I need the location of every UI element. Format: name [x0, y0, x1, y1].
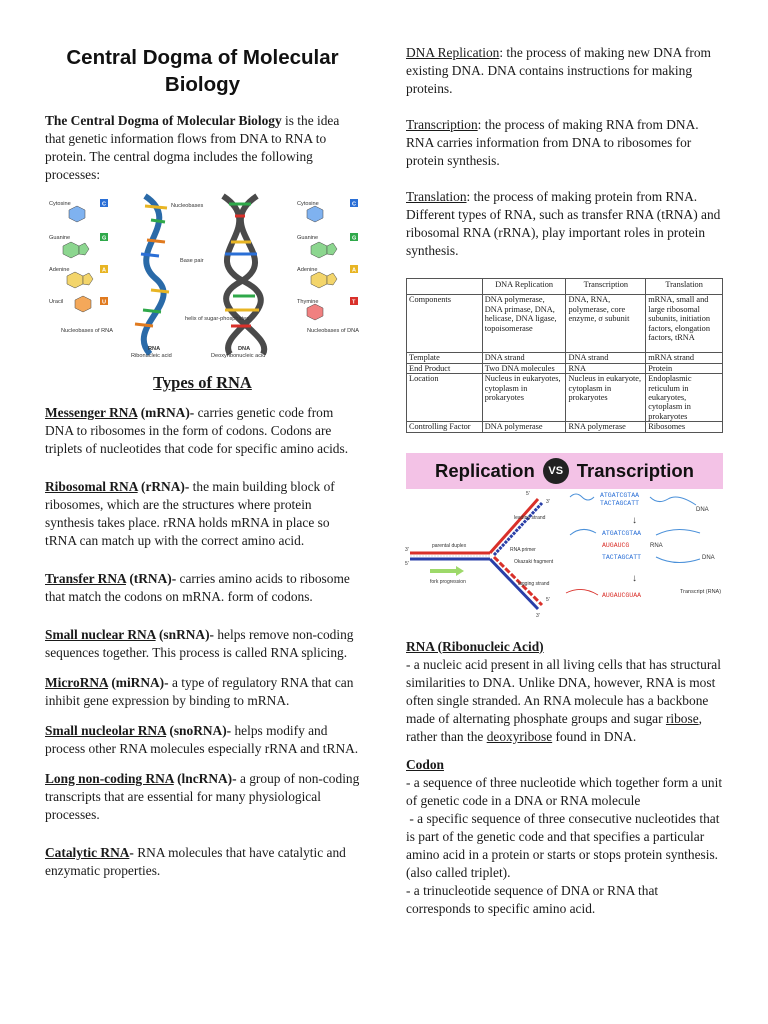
rna-type-text: a group of non-coding transcripts that are essential for many physiological processes. — [45, 771, 360, 822]
table-row — [407, 422, 723, 432]
replication-diagram — [406, 489, 723, 624]
svg-text:Guanine: Guanine — [49, 235, 71, 241]
rna-type-name: Small nucleolar RNA — [45, 723, 167, 738]
codon-heading: Codon — [406, 756, 444, 772]
definition-term: Transcription — [406, 117, 478, 132]
rna-type-abbr: (mRNA)- — [137, 405, 195, 420]
rna-type-name: Ribosomal RNA — [45, 479, 138, 494]
svg-text:C: C — [102, 201, 107, 208]
label-nucleobases-rna: Nucleobases of RNA — [61, 328, 113, 334]
table-row — [407, 295, 723, 353]
rna-types-list — [45, 404, 360, 880]
banner-transcription: Transcription — [576, 459, 694, 481]
page-title: Central Dogma of Molecular Biology — [66, 46, 339, 96]
rna-section-text: - a nucleic acid present in all living cells that has structural similarities to DNA. Unlike DNA, however, RNA is most often single stranded. An RNA molecule has a backbone made of alternating phosphate groups and sugar ribose, rather than the deoxyribose found in DNA. — [406, 656, 721, 744]
banner-replication: Replication — [435, 459, 535, 481]
table-cell: RNA — [566, 363, 646, 373]
table-cell: Ribosomes — [646, 422, 723, 432]
label-helix: helix of sugar-phosphates — [185, 316, 250, 322]
label-rna-primer: RNA primer — [510, 546, 536, 553]
label-rna: RNA — [148, 346, 161, 352]
rna-type-item — [45, 404, 360, 458]
rna-type-text: the main building block of ribosomes, which are the structures where protein synthesis takes place. rRNA holds mRNA in place so tRNA can match up with the correct amino acid. — [45, 479, 335, 548]
codon-section — [406, 756, 726, 918]
svg-text:Thymine: Thymine — [297, 299, 319, 305]
label-deoxyribonucleic-acid: Deoxyribonucleic acid — [211, 353, 266, 359]
right-base-thymine — [297, 297, 358, 320]
table-cell: Controlling Factor — [407, 422, 483, 432]
svg-text:5': 5' — [546, 596, 550, 603]
svg-text:A: A — [102, 267, 107, 274]
label-dna: DNA — [238, 346, 251, 352]
rna-type-name: Long non-coding RNA — [45, 771, 174, 786]
rna-type-abbr: (lncRNA)- — [173, 771, 237, 786]
table-cell: Nucleus in eukaryote, cytoplasm in prokaryotes — [566, 374, 646, 422]
intro-paragraph: The Central Dogma of Molecular Biology is the idea that genetic information flows from DNA to RNA to protein. The central dogma includes the following processes: — [45, 113, 340, 182]
rna-type-name: Small nuclear RNA — [45, 627, 156, 642]
table-cell: Protein — [646, 363, 723, 373]
rna-definition-section — [406, 638, 726, 746]
rna-type-text: carries amino acids to ribosome that match the codons on mRNA. form of codons. — [45, 571, 350, 604]
definitions-list — [406, 44, 726, 260]
definition-item — [406, 44, 726, 98]
definition-text: : the process of making RNA from DNA. RNA carries information from DNA to ribosomes for protein synthesis. — [406, 117, 699, 168]
rna-type-abbr: (miRNA)- — [107, 675, 169, 690]
svg-text:3': 3' — [536, 612, 540, 619]
svg-text:C: C — [352, 201, 357, 208]
svg-text:RNA: RNA — [650, 542, 663, 549]
label-nucleobases: Nucleobases — [171, 203, 204, 209]
rna-type-abbr: - — [129, 845, 134, 860]
left-base-cytosine — [49, 199, 108, 222]
right-column — [406, 44, 726, 928]
codon-line-2: - a specific sequence of three consecutive nucleotides that is part of the genetic code and that specifies a particular amino acid in a protein or starts or stops protein synthesis. (also called triplet). — [406, 810, 723, 880]
rna-type-item — [45, 674, 360, 710]
svg-text:Cytosine: Cytosine — [49, 201, 71, 207]
label-base-pair: Base pair — [180, 258, 204, 264]
definition-text: : the process of making protein from RNA. Different types of RNA, such as transfer RNA (tRNA) and ribosomal RNA (rRNA), play important roles in protein synthesis. — [406, 189, 721, 258]
table-cell: DNA strand — [566, 353, 646, 363]
svg-text:Cytosine: Cytosine — [297, 201, 319, 207]
svg-text:ATGATCGTAA: ATGATCGTAA — [602, 529, 642, 537]
rna-strand — [135, 196, 169, 354]
svg-text:5': 5' — [405, 560, 409, 567]
rna-dna-illustration — [45, 192, 360, 364]
right-base-guanine — [297, 233, 358, 258]
replication-transcription-figure — [406, 489, 723, 624]
svg-text:T: T — [352, 299, 356, 306]
table-row — [407, 353, 723, 363]
rna-type-text: carries genetic code from DNA to ribosomes in the form of codons. Codons are triplets of nucleotides that code for specific amino acids. — [45, 405, 349, 456]
table-cell: Endoplasmic reticulum in eukaryotes, cytoplasm in prokaryotes — [646, 374, 723, 422]
rna-type-abbr: (snRNA)- — [155, 627, 215, 642]
svg-text:AUGAUCG: AUGAUCG — [602, 541, 630, 549]
rna-type-item — [45, 626, 360, 662]
svg-text:↓: ↓ — [632, 514, 637, 526]
types-of-rna-heading: Types of RNA — [153, 373, 252, 392]
left-column — [45, 44, 360, 900]
svg-text:Adenine: Adenine — [49, 267, 70, 273]
table-row — [407, 363, 723, 373]
table-header-cell — [407, 279, 483, 295]
table-cell: mRNA, small and large ribosomal subunits, initiation factors, elongation factors, tRNA — [646, 295, 723, 353]
svg-text:Transcript (RNA): Transcript (RNA) — [680, 588, 722, 595]
label-fork-progression: fork progression — [430, 578, 466, 585]
rna-type-abbr: (snoRNA)- — [166, 723, 232, 738]
svg-text:A: A — [352, 267, 357, 274]
svg-text:G: G — [102, 235, 107, 242]
comparison-table — [406, 278, 723, 433]
definition-text: : the process of making new DNA from existing DNA. DNA contains instructions for making proteins. — [406, 45, 711, 96]
table-header-cell: Translation — [646, 279, 723, 295]
table-cell: Two DNA molecules — [482, 363, 566, 373]
table-header-row — [407, 279, 723, 295]
rna-type-item — [45, 570, 360, 606]
vs-badge: VS — [543, 458, 569, 484]
definition-term: DNA Replication — [406, 45, 500, 60]
table-cell: DNA polymerase — [482, 422, 566, 432]
table-cell: Location — [407, 374, 483, 422]
table-cell: Nucleus in eukaryotes, cytoplasm in prokaryotes — [482, 374, 566, 422]
svg-text:3': 3' — [546, 498, 550, 505]
rna-type-text: helps modify and process other RNA molecules especially rRNA and tRNA. — [45, 723, 359, 756]
definition-item — [406, 188, 726, 260]
rna-type-item — [45, 844, 360, 880]
svg-text:DNA: DNA — [696, 506, 709, 513]
definition-term: Translation — [406, 189, 467, 204]
table-cell: DNA polymerase, DNA primase, DNA, helicase, DNA ligase, topoisomerase — [482, 295, 566, 353]
svg-text:Uracil: Uracil — [49, 299, 64, 305]
codon-line-3: - a trinucleotide sequence of DNA or RNA that corresponds to specific amino acid. — [406, 882, 659, 916]
rna-type-name: Catalytic RNA — [45, 845, 130, 860]
svg-text:ATGATCGTAA: ATGATCGTAA — [600, 491, 640, 499]
svg-text:DNA: DNA — [702, 554, 715, 561]
table-header-cell: Transcription — [566, 279, 646, 295]
table-cell: DNA strand — [482, 353, 566, 363]
rna-type-text: RNA molecules that have catalytic and enzymatic properties. — [45, 845, 346, 878]
rna-type-text: helps remove non-coding sequences together. This process is called RNA splicing. — [45, 627, 354, 660]
svg-text:TACTAGCATT: TACTAGCATT — [602, 553, 642, 561]
svg-text:TACTAGCATT: TACTAGCATT — [600, 499, 640, 507]
table-cell: Components — [407, 295, 483, 353]
replication-vs-transcription-banner — [406, 453, 723, 489]
codon-line-1: - a sequence of three nucleotide which together form a unit of genetic code in a DNA or RNA molecule — [406, 774, 723, 808]
svg-text:G: G — [352, 235, 357, 242]
left-base-adenine — [49, 265, 108, 288]
table-cell: RNA polymerase — [566, 422, 646, 432]
label-okazaki-fragment: Okazaki fragment — [514, 558, 554, 565]
dna-helix — [223, 196, 264, 354]
right-base-adenine — [297, 265, 358, 288]
rna-type-item — [45, 478, 360, 550]
svg-text:↓: ↓ — [632, 572, 637, 584]
svg-text:Adenine: Adenine — [297, 267, 318, 273]
label-ribonucleic-acid: Ribonucleic acid — [131, 353, 172, 359]
svg-text:U: U — [102, 299, 107, 306]
table-row — [407, 374, 723, 422]
table-cell: DNA, RNA, polymerase, core enzyme, σ subunit — [566, 295, 646, 353]
table-cell: End Product — [407, 363, 483, 373]
rna-dna-figure — [45, 192, 360, 364]
svg-text:3': 3' — [405, 546, 409, 553]
rna-type-item — [45, 722, 360, 758]
label-leading-strand: leading strand — [514, 514, 546, 521]
deoxyribose-link: deoxyribose — [486, 728, 553, 744]
table-cell: Template — [407, 353, 483, 363]
left-base-uracil — [49, 296, 108, 312]
rna-type-name: MicroRNA — [45, 675, 108, 690]
ribose-link: ribose — [665, 710, 699, 726]
rna-type-item — [45, 770, 360, 824]
rna-type-name: Transfer RNA — [45, 571, 126, 586]
label-parental-duplex: parental duplex — [432, 542, 467, 549]
right-base-cytosine — [297, 199, 358, 222]
svg-text:5': 5' — [526, 490, 530, 497]
rna-type-abbr: (tRNA)- — [125, 571, 177, 586]
rna-type-name: Messenger RNA — [45, 405, 138, 420]
svg-text:Guanine: Guanine — [297, 235, 319, 241]
rna-type-text: a type of regulatory RNA that can inhibit gene expression by binding to mRNA. — [45, 675, 354, 708]
table-cell: mRNA strand — [646, 353, 723, 363]
rna-type-abbr: (rRNA)- — [137, 479, 190, 494]
definition-item — [406, 116, 726, 170]
svg-text:AUGAUCGUAA: AUGAUCGUAA — [602, 591, 642, 599]
label-lagging-strand: lagging strand — [518, 580, 550, 587]
rna-section-heading: RNA (Ribonucleic Acid) — [406, 638, 544, 654]
table-header-cell: DNA Replication — [482, 279, 566, 295]
label-nucleobases-dna: Nucleobases of DNA — [307, 328, 359, 334]
left-base-guanine — [49, 233, 108, 258]
